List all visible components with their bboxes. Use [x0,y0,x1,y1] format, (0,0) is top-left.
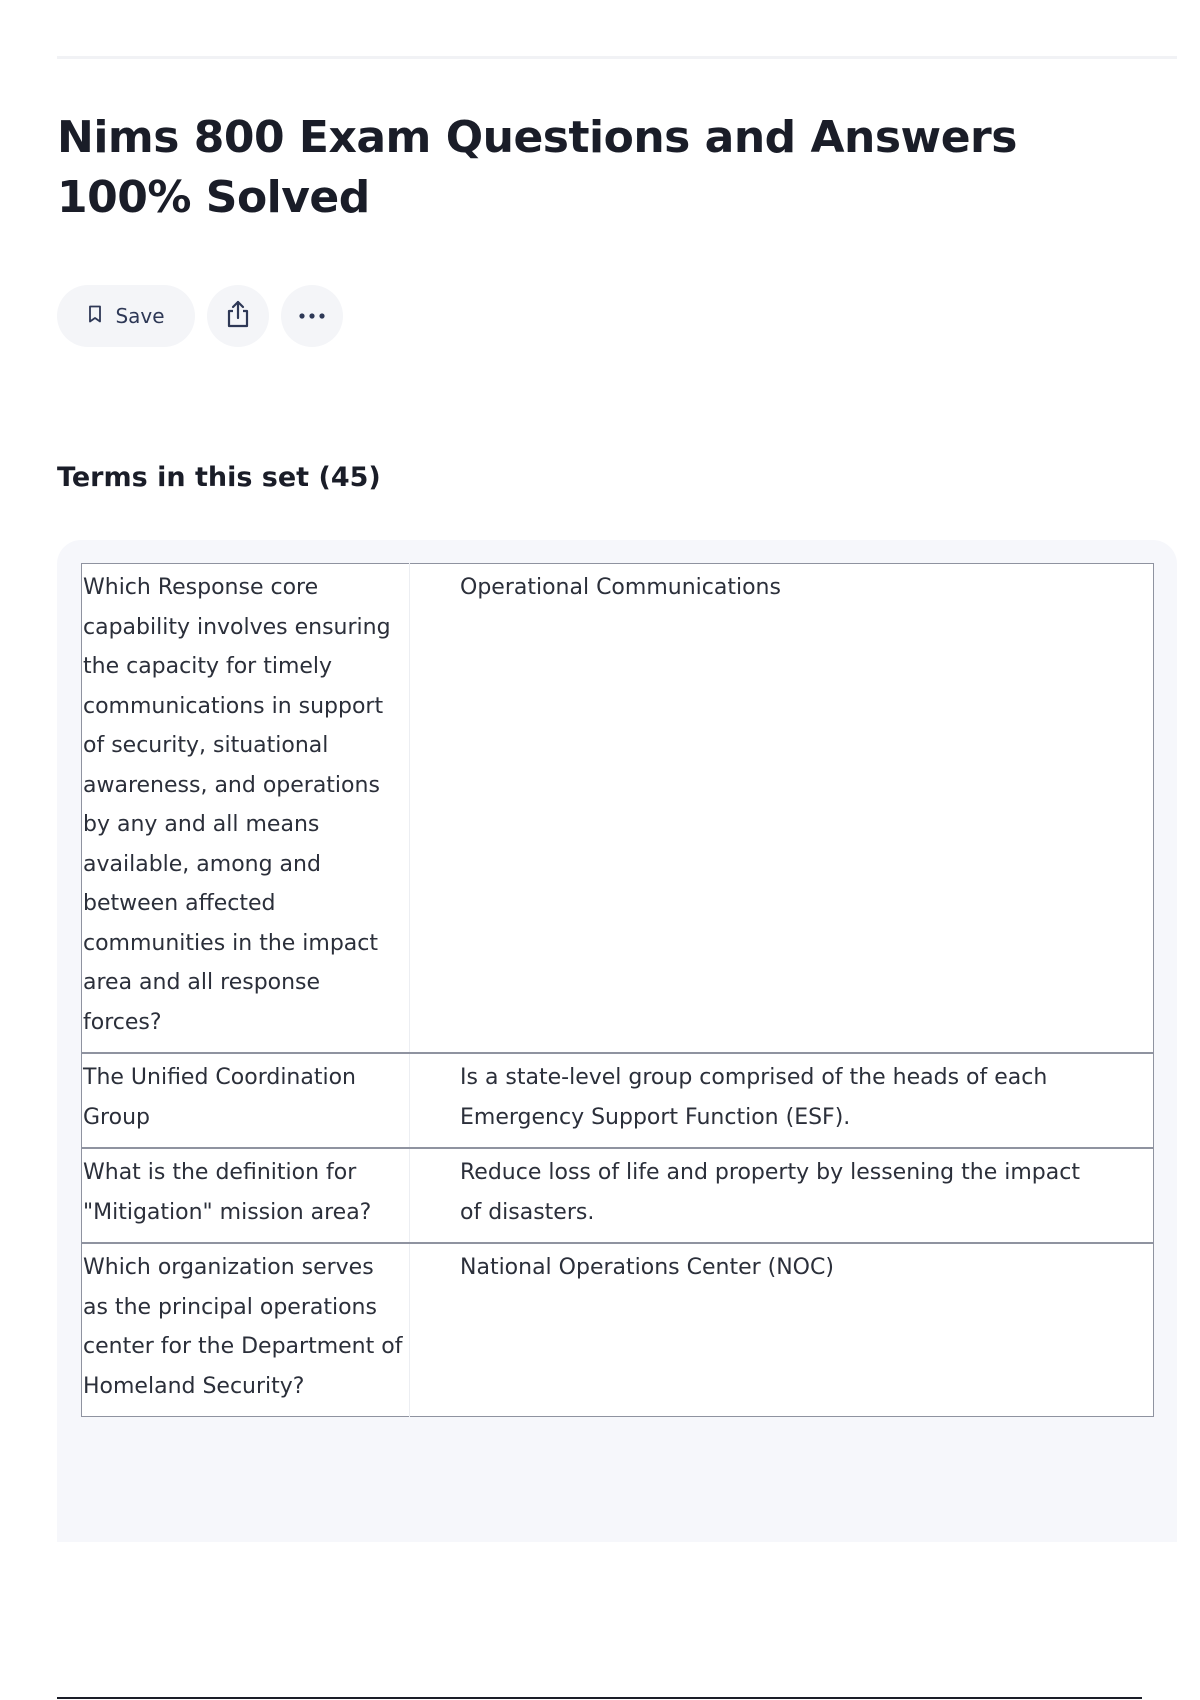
bottom-divider [57,1697,1142,1699]
bookmark-icon [87,304,103,329]
share-button[interactable] [207,285,269,347]
share-icon [224,299,252,334]
top-divider [57,56,1177,59]
definition-text: National Operations Center (NOC) [460,1255,834,1280]
term-row [82,1053,1154,1148]
term-row [82,1148,1154,1243]
definition-text: Reduce loss of life and property by lessening the impact of disasters. [460,1160,1080,1225]
term-text: Which organization serves as the principal operations center for the Department of Homeland Security? [82,1243,410,1417]
save-button[interactable] [57,285,195,347]
definition-text: Operational Communications [460,575,781,600]
save-button-label: Save [115,304,165,328]
more-options-button[interactable] [281,285,343,347]
term-row [82,564,1154,1054]
term-text: Which Response core capability involves ensuring the capacity for timely communications in support of security, situational awareness, and operations by any and all means available, among and between affected communities in the impact area and all response forces? [82,564,410,1054]
more-icon [298,307,326,325]
page-title: Nims 800 Exam Questions and Answers 100% Solved [57,112,1017,223]
action-bar [57,285,343,347]
terms-table [81,563,1154,1417]
definition-text: Is a state-level group comprised of the heads of each Emergency Support Function (ESF). [460,1065,1048,1130]
term-row [82,1243,1154,1417]
terms-heading: Terms in this set (45) [57,462,381,493]
term-text: The Unified Coordination Group [82,1053,410,1148]
term-text: What is the definition for "Mitigation" mission area? [82,1148,410,1243]
